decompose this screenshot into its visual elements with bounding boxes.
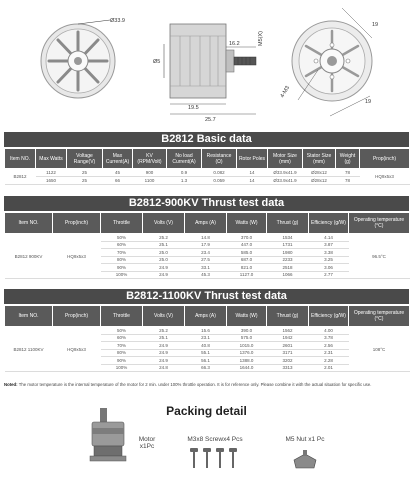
table-cell: 4.14 (309, 234, 349, 242)
packing-nut-label: M5 Nut x1 Pc (285, 436, 325, 443)
table-cell: 3202 (267, 357, 309, 365)
table-cell: 1100 (133, 177, 167, 185)
thrust-900kv-title: B2812-900KV Thrust test data (4, 196, 409, 211)
table-cell: 447.0 (227, 241, 267, 249)
col-stator-size: Stator Size (mm) (303, 149, 336, 169)
table-cell: 900 (133, 169, 167, 177)
thrust-900-header-row (5, 213, 410, 234)
table-cell: 370.0 (227, 234, 267, 242)
table-cell: 2.31 (309, 349, 349, 357)
table-cell: 0.9 (167, 169, 202, 177)
table-cell: 4.00 (309, 327, 349, 335)
basic-data-title: B2812 Basic data (4, 132, 409, 147)
thrust-1100-temp: 108°C (349, 327, 410, 372)
col-max-watts: Max Watts (36, 149, 67, 169)
table-cell: 14.8 (185, 234, 227, 242)
col-thrust: Thrust (g) (267, 213, 309, 234)
table-row (5, 327, 410, 335)
note (4, 382, 409, 388)
table-cell: 1534 (267, 234, 309, 242)
thrust-900kv-table (4, 212, 410, 279)
thrust-1100-header-row (5, 306, 410, 327)
table-cell: 60% (101, 334, 143, 342)
table-cell: 3.78 (309, 334, 349, 342)
table-cell: 66.3 (185, 364, 227, 372)
screws-image (188, 448, 240, 472)
note-label: Noted: (4, 382, 18, 387)
dim-19-5: 19.5 (188, 105, 199, 111)
table-cell: 0.059 (202, 177, 237, 185)
thrust-1100-prop: HQ9x5x3 (53, 327, 101, 372)
table-cell: 1122 (36, 169, 67, 177)
table-cell: 33.1 (185, 264, 227, 272)
col-volts: Volts (V) (143, 306, 185, 327)
table-cell: 24.9 (143, 357, 185, 365)
thrust-900-item: B2812 900KV (5, 234, 53, 279)
motor-top-view (41, 18, 125, 98)
col-item-no: Item NO. (5, 213, 53, 234)
thrust-1100kv-table (4, 305, 410, 372)
table-cell: 60% (101, 241, 143, 249)
table-cell: 2.28 (309, 357, 349, 365)
col-efficiency: Efficiency (g/W) (309, 213, 349, 234)
table-cell: 14 (237, 169, 268, 177)
table-cell: 1376.0 (227, 349, 267, 357)
col-prop: Prop(inch) (53, 213, 101, 234)
table-cell: 14 (237, 177, 268, 185)
col-throttle: Throttle (101, 213, 143, 234)
basic-prop: HQ9x5x3 (360, 169, 410, 185)
table-cell: 25 (67, 169, 103, 177)
col-throttle: Throttle (101, 306, 143, 327)
table-cell: 24.9 (143, 349, 185, 357)
table-cell: 2.56 (309, 342, 349, 350)
table-cell: 0.082 (202, 169, 237, 177)
table-cell: 3313 (267, 364, 309, 372)
table-cell: 45.3 (185, 271, 227, 279)
col-thrust: Thrust (g) (267, 306, 309, 327)
table-cell: 50% (101, 234, 143, 242)
basic-header-row (5, 149, 410, 169)
table-cell: 80% (101, 349, 143, 357)
table-cell: 24.8 (143, 364, 185, 372)
table-cell: 1731 (267, 241, 309, 249)
table-cell: 1980 (267, 249, 309, 257)
col-weight: Weight (g) (336, 149, 360, 169)
col-item-no: Item NO. (5, 306, 53, 327)
dim-top-diameter: Ø33.9 (110, 18, 125, 24)
table-cell: 25.2 (143, 234, 185, 242)
table-cell: 2233 (267, 256, 309, 264)
col-voltage-range: Voltage Range(V) (67, 149, 103, 169)
table-cell: 70% (101, 249, 143, 257)
motor-technical-drawing (0, 0, 413, 125)
dim-19-bottom: 19 (365, 99, 372, 105)
table-cell: 1644.0 (227, 364, 267, 372)
table-cell: 45 (103, 169, 133, 177)
table-cell: 25.1 (143, 334, 185, 342)
table-cell: 1650 (36, 177, 67, 185)
col-efficiency: Efficiency (g/W) (309, 306, 349, 327)
col-prop: Prop(inch) (53, 306, 101, 327)
col-amps: Amps (A) (185, 306, 227, 327)
table-cell: 100% (101, 364, 143, 372)
table-cell: 27.5 (185, 256, 227, 264)
table-cell: 25.2 (143, 327, 185, 335)
packing-motor-qty: x1Pc (139, 443, 155, 450)
table-cell: 3.06 (309, 264, 349, 272)
table-cell: 40.8 (185, 342, 227, 350)
col-kv: KV (RPM/Volt) (133, 149, 167, 169)
dim-shaft-dia: Ø5 (153, 59, 161, 65)
table-cell: 3171 (267, 349, 309, 357)
col-operating-temp: Operating temperature (°C) (349, 213, 410, 234)
thrust-1100-item: B2812 1100KV (5, 327, 53, 372)
table-cell: 100% (101, 271, 143, 279)
table-cell: Ø33.9x41.9 (268, 169, 303, 177)
thrust-1100kv-title: B2812-1100KV Thrust test data (4, 289, 409, 304)
table-cell: 25.0 (143, 256, 185, 264)
table-cell: Ø28x12 (303, 177, 336, 185)
table-cell: 687.0 (227, 256, 267, 264)
table-cell: 78 (336, 169, 360, 177)
table-cell: 90% (101, 264, 143, 272)
motor-side-view (153, 24, 264, 123)
table-cell: 25 (67, 177, 103, 185)
col-rotor-poles: Rotor Poles (237, 149, 268, 169)
nut-image (292, 450, 318, 470)
basic-data-table (4, 148, 410, 185)
table-cell: 66 (103, 177, 133, 185)
basic-item-no: B2812 (5, 169, 36, 185)
col-prop: Prop(inch) (360, 149, 410, 169)
note-text: The motor temperature is the internal temperature of the motor for 2 min. under 100% throttle operation. It is for reference only. Please combine it with the actual situation for specific use. (18, 382, 372, 387)
table-cell: 70% (101, 342, 143, 350)
table-cell: 24.9 (143, 342, 185, 350)
table-cell: 1942 (267, 334, 309, 342)
motor-bottom-view (280, 8, 379, 116)
thrust-900-prop: HQ9x5x3 (53, 234, 101, 279)
packing-motor-label (132, 436, 162, 450)
table-cell: 390.0 (227, 327, 267, 335)
dim-thread: M5(X) (258, 31, 264, 46)
col-item-no: Item NO. (5, 149, 36, 169)
col-no-load-current: No load Current(A) (167, 149, 202, 169)
col-watts: Watts (W) (227, 213, 267, 234)
dim-19-right: 19 (372, 22, 379, 28)
table-cell: 56.1 (185, 357, 227, 365)
table-cell: 2.01 (309, 364, 349, 372)
table-cell: 15.6 (185, 327, 227, 335)
table-cell: Ø33.9x41.9 (268, 177, 303, 185)
table-cell: 80% (101, 256, 143, 264)
table-cell: 1066 (267, 271, 309, 279)
table-cell: 2.77 (309, 271, 349, 279)
col-motor-size: Motor Size (mm) (268, 149, 303, 169)
table-cell: 821.0 (227, 264, 267, 272)
table-cell: 3.87 (309, 241, 349, 249)
table-cell: 50% (101, 327, 143, 335)
table-cell: 90% (101, 357, 143, 365)
table-cell: 78 (336, 177, 360, 185)
table-cell: 23.4 (185, 249, 227, 257)
col-resistance: Resistance (Ω) (202, 149, 237, 169)
dim-4m3: 4-M3 (279, 85, 291, 99)
table-cell: 585.0 (227, 249, 267, 257)
col-max-current: Max Current(A) (103, 149, 133, 169)
table-row (5, 177, 410, 185)
col-operating-temp: Operating temperature (°C) (349, 306, 410, 327)
table-cell: Ø28x12 (303, 169, 336, 177)
table-cell: 1.3 (167, 177, 202, 185)
table-row (5, 234, 410, 242)
table-cell: 23.1 (185, 334, 227, 342)
table-cell: 1015.0 (227, 342, 267, 350)
packing-motor-name: Motor (138, 436, 156, 443)
col-amps: Amps (A) (185, 213, 227, 234)
packing-screw-label: M3x8 Screwx4 Pcs (187, 436, 243, 443)
table-cell: 2518 (267, 264, 309, 272)
table-cell: 575.0 (227, 334, 267, 342)
col-volts: Volts (V) (143, 213, 185, 234)
table-cell: 3.25 (309, 256, 349, 264)
table-cell: 55.1 (185, 349, 227, 357)
dim-16: 16.2 (229, 41, 240, 47)
table-cell: 1388.0 (227, 357, 267, 365)
table-cell: 17.9 (185, 241, 227, 249)
table-cell: 1562 (267, 327, 309, 335)
packing-title: Packing detail (166, 404, 247, 418)
table-cell: 24.9 (143, 271, 185, 279)
col-watts: Watts (W) (227, 306, 267, 327)
table-cell: 25.0 (143, 249, 185, 257)
table-cell: 25.1 (143, 241, 185, 249)
table-row (5, 169, 410, 177)
motor-image (88, 408, 128, 468)
table-cell: 24.9 (143, 264, 185, 272)
dim-25-7: 25.7 (205, 117, 216, 123)
table-cell: 1127.0 (227, 271, 267, 279)
table-cell: 2601 (267, 342, 309, 350)
table-cell: 3.38 (309, 249, 349, 257)
thrust-900-temp: 96.5°C (349, 234, 410, 279)
